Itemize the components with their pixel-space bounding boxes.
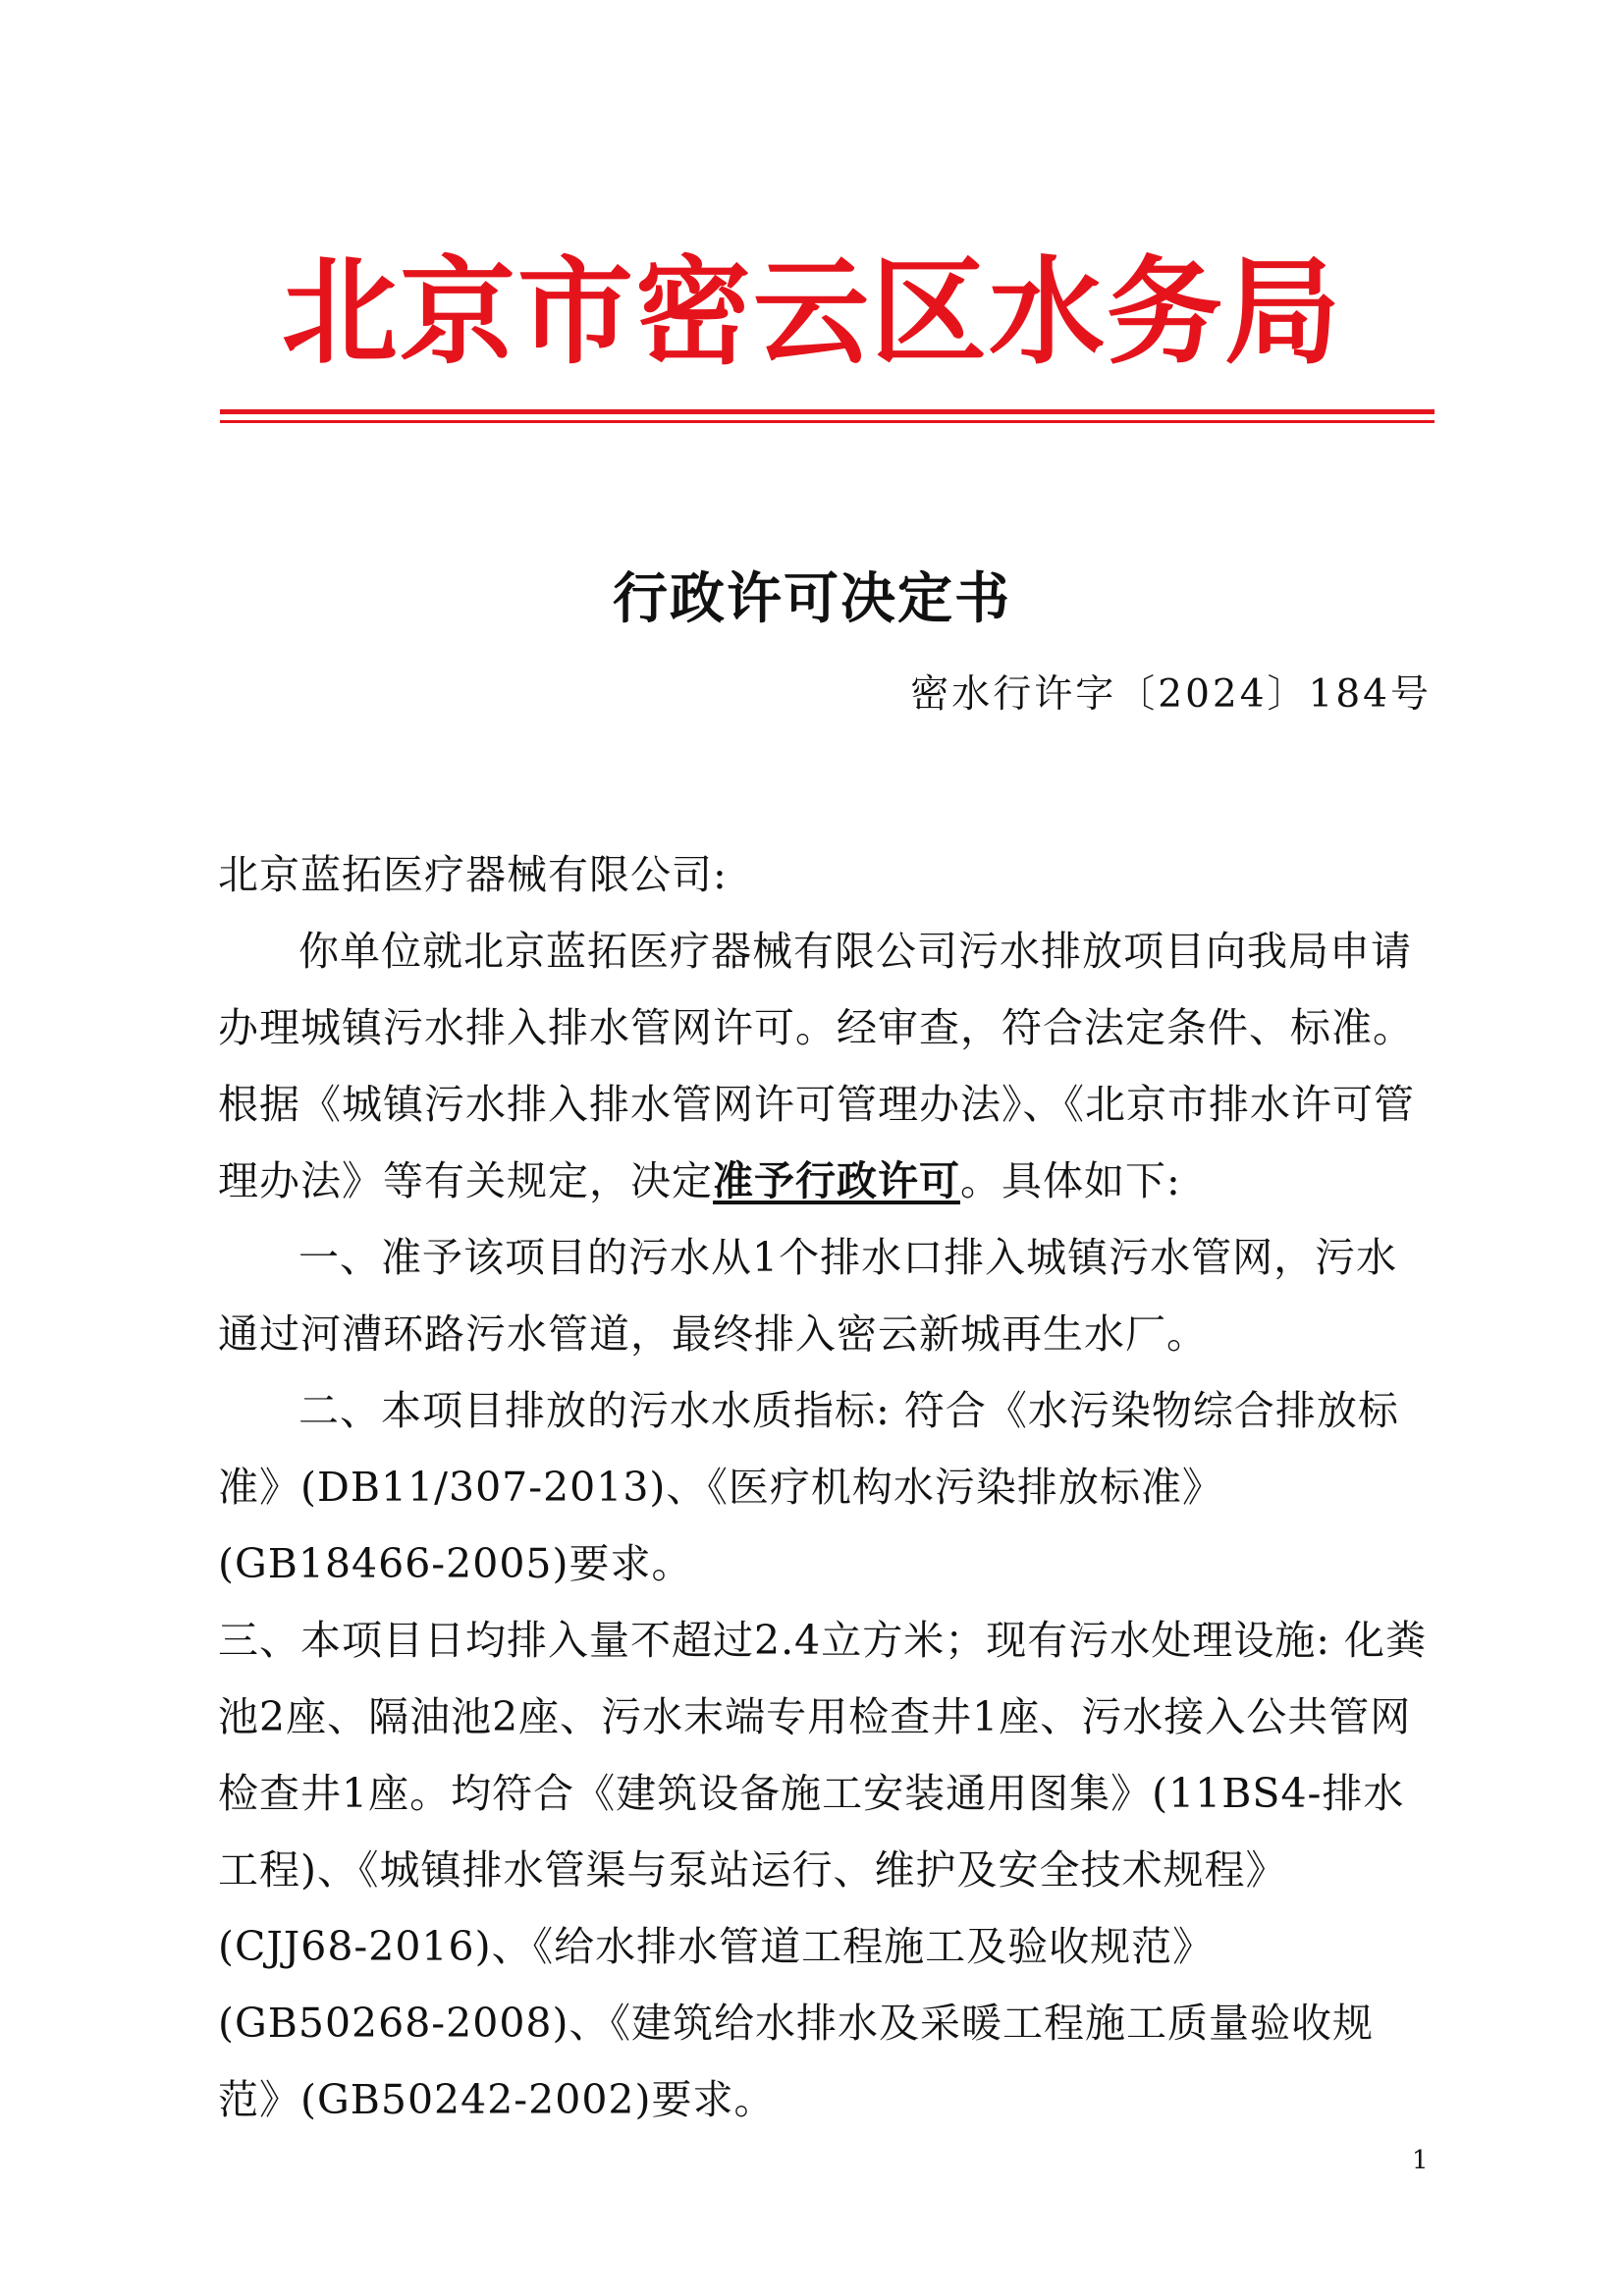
item-3: 三、本项目日均排入量不超过2.4立方米；现有污水处理设施: 化粪池2座、隔油池2座、污水末端专用检查井1座、污水接入公共管网检查井1座。均符合《建筑设备施工安装通用图集》(11BS4-排水工程)、《城镇排水管渠与泵站运行、维护及安全技术规程》(CJJ68-2016)、《给水排水管道工程施工及验收规范》(GB50268-2008)、《建筑给水排水及采暖工程施工质量验收规范》(GB50242-2002)要求。: [218, 1617, 1428, 2123]
page-number: 1: [1412, 2146, 1429, 2175]
intro-paragraph: [218, 913, 1435, 1219]
letterhead-agency-name: 北京市密云区水务局: [281, 244, 1342, 380]
document-number: 密水行许字〔2024〕184号: [910, 672, 1432, 717]
intro-text-end: 。具体如下:: [960, 1157, 1181, 1204]
letterhead-rule-thin: [220, 420, 1435, 423]
decision-text: 准予行政许可: [713, 1157, 960, 1204]
addressee: 北京蓝拓医疗器械有限公司:: [218, 851, 728, 898]
document-title: 行政许可决定书: [613, 566, 1011, 631]
intro-text: 你单位就北京蓝拓医疗器械有限公司污水排放项目向我局申请办理城镇污水排入排水管网许可。经审查，符合法定条件、标准。根据《城镇污水排入排水管网许可管理办法》、《北京市排水许可管理办法》等有关规定，决定: [218, 928, 1415, 1204]
document-body: [218, 836, 1435, 2138]
item-1: 一、准予该项目的污水从1个排水口排入城镇污水管网，污水通过河漕环路污水管道，最终排入密云新城再生水厂。: [218, 1234, 1398, 1358]
item-2: 二、本项目排放的污水水质指标: 符合《水污染物综合排放标准》(DB11/307-2013)、《医疗机构水污染排放标准》(GB18466-2005)要求。: [218, 1387, 1399, 1587]
letterhead-rule-thick: [220, 409, 1435, 414]
